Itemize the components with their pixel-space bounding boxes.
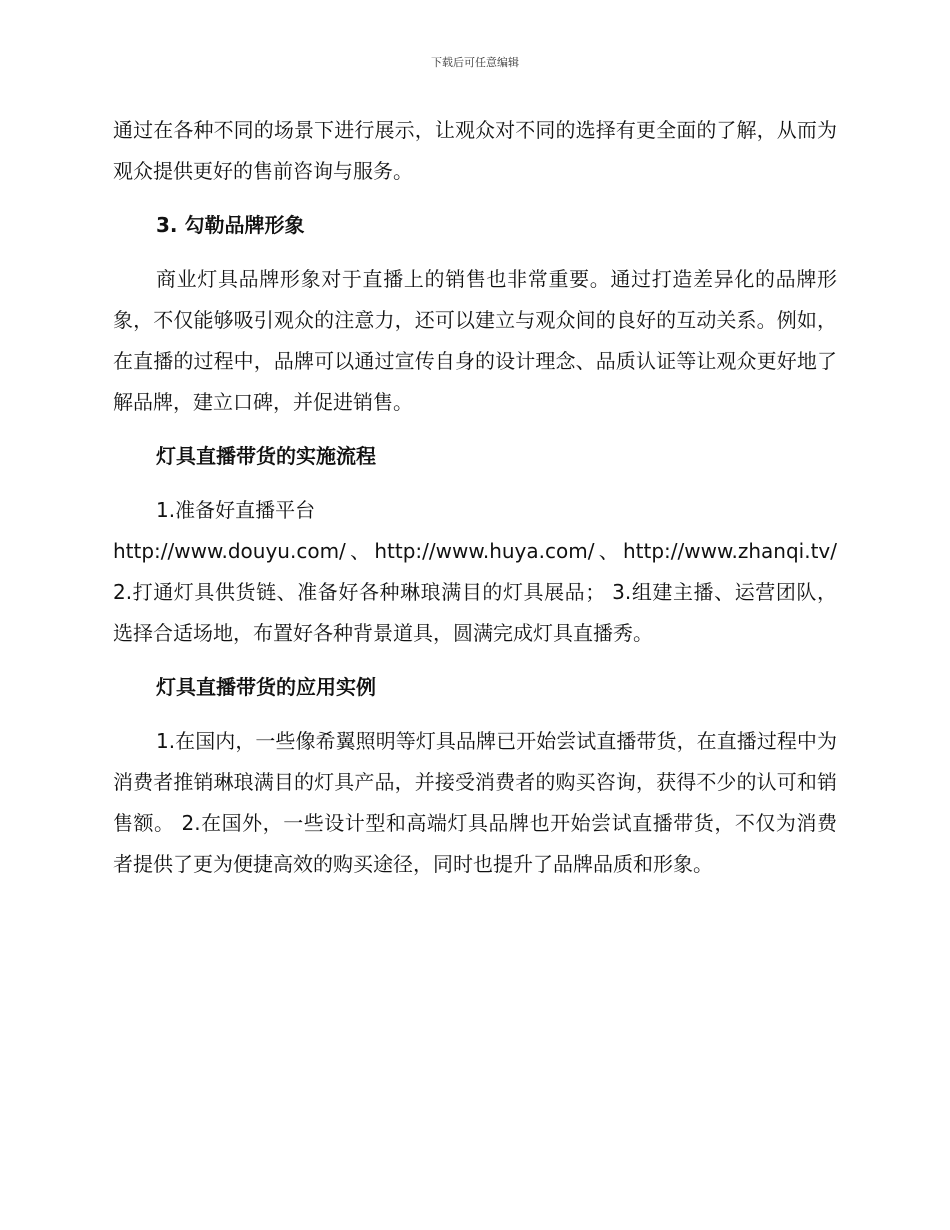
page-header: 下载后可任意编辑 xyxy=(431,56,519,69)
paragraph-implementation xyxy=(113,490,837,654)
section-heading-implementation: 灯具直播带货的实施流程 xyxy=(156,444,376,468)
document-body xyxy=(113,110,837,898)
implementation-step-1: 1.准备好直播平台 xyxy=(156,498,316,522)
section-heading-brand-image: 3. 勾勒品牌形象 xyxy=(156,213,305,237)
paragraph-scenes: 通过在各种不同的场景下进行展示，让观众对不同的选择有更全面的了解，从而为观众提供更好的售前咨询与服务。 xyxy=(113,118,837,183)
section-heading-examples: 灯具直播带货的应用实例 xyxy=(156,675,376,699)
paragraph-examples: 1.在国内，一些像希翼照明等灯具品牌已开始尝试直播带货，在直播过程中为消费者推销琳琅满目的灯具产品，并接受消费者的购买咨询，获得不少的认可和销售额。 2.在国外，一些设计型和高端灯具品牌也开始尝试直播带货，不仅为消费者提供了更为便捷高效的购买途径，同时也提升了品牌品质和形象。 xyxy=(113,729,837,876)
implementation-steps-rest: http://www.douyu.com/、http://www.huya.com/、http://www.zhanqi.tv/ 2.打通灯具供货链、准备好各种琳琅满目的灯具展品； 3.组建主播、运营团队，选择合适场地，布置好各种背景道具，圆满完成灯具直播秀。 xyxy=(113,539,837,645)
paragraph-brand-image: 商业灯具品牌形象对于直播上的销售也非常重要。通过打造差异化的品牌形象，不仅能够吸引观众的注意力，还可以建立与观众间的良好的互动关系。例如，在直播的过程中，品牌可以通过宣传自身的设计理念、品质认证等让观众更好地了解品牌，建立口碑，并促进销售。 xyxy=(113,267,837,414)
